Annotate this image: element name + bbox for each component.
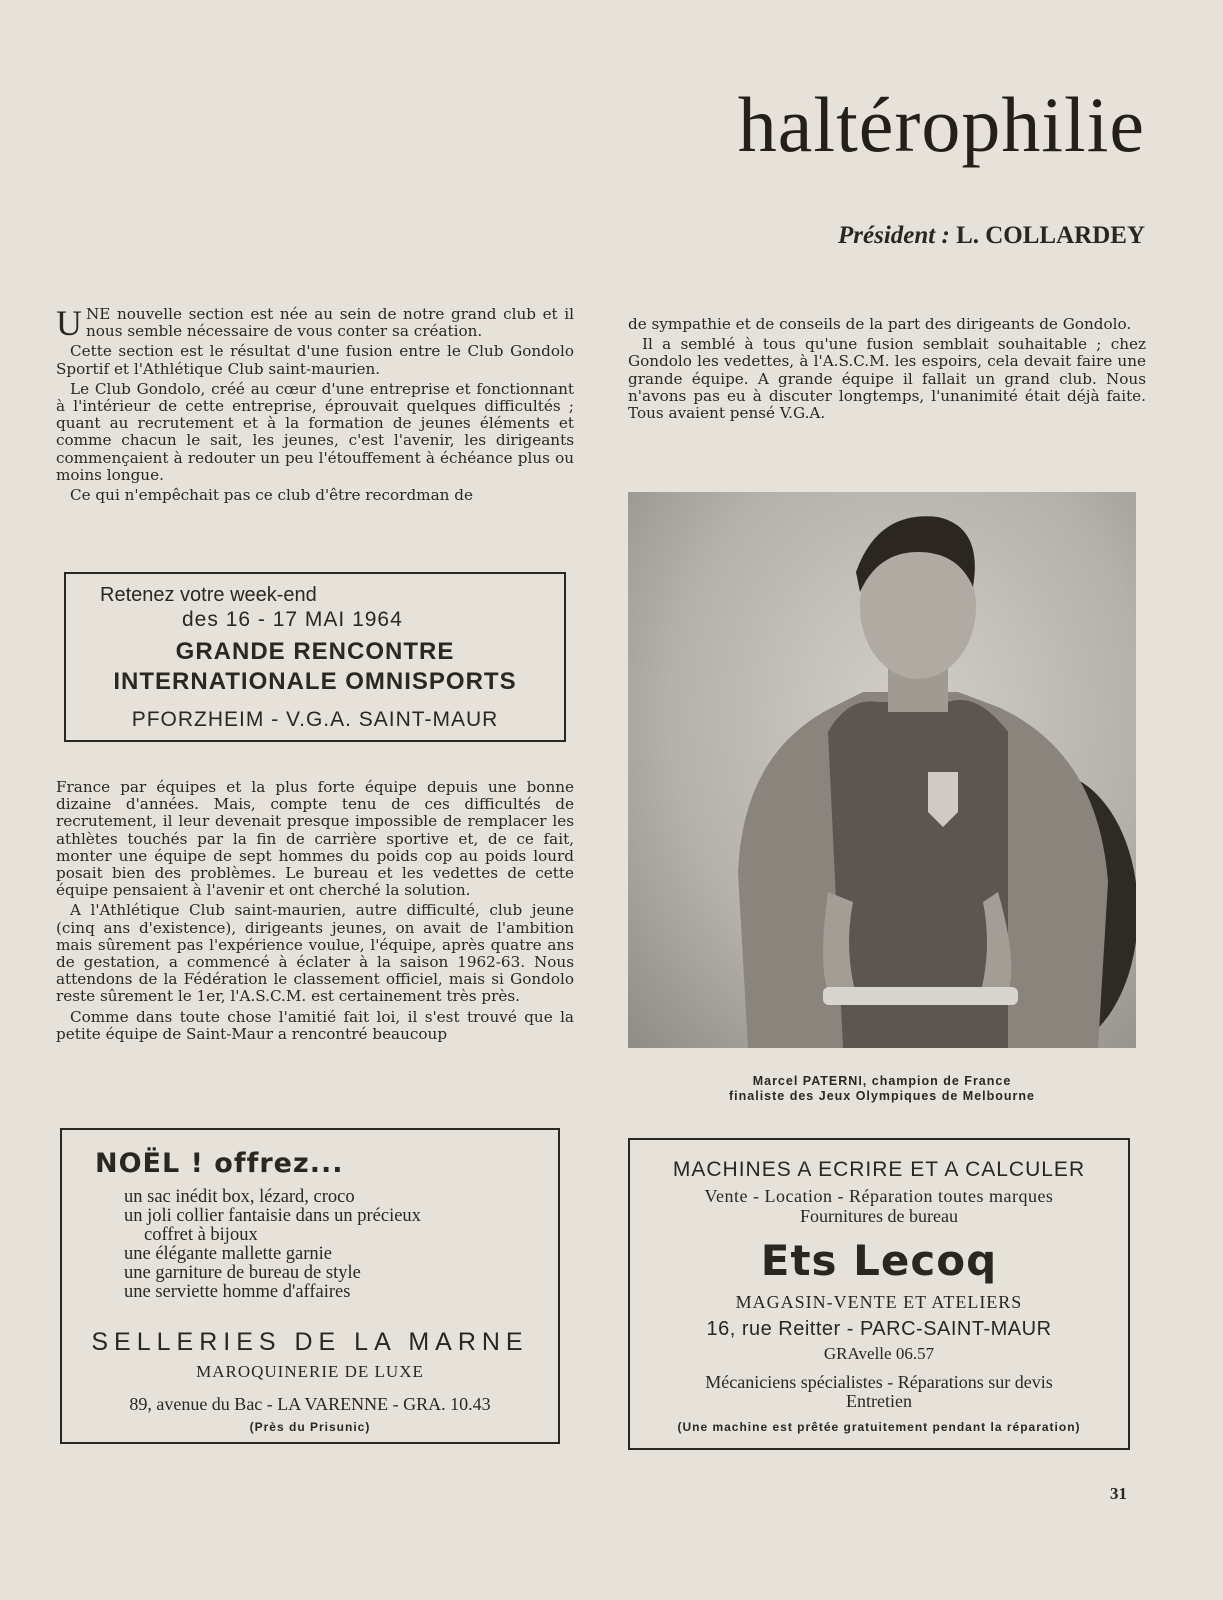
- event-promo-box: [64, 572, 566, 742]
- promo-date: des 16 - 17 MAI 1964: [182, 608, 403, 631]
- page-number: 31: [1110, 1484, 1127, 1503]
- ad-lecoq: [628, 1138, 1130, 1450]
- president-line: [640, 222, 1145, 250]
- caption-line: finaliste des Jeux Olympiques de Melbourne: [729, 1089, 1035, 1103]
- ad-brand: Ets Lecoq: [760, 1236, 998, 1285]
- list-item: une garniture de bureau de style: [124, 1263, 361, 1283]
- ad-address: 89, avenue du Bac - LA VARENNE - GRA. 10.43: [129, 1394, 491, 1414]
- photo-caption: [628, 1074, 1136, 1104]
- article-paragraph: Ce qui n'empêchait pas ce club d'être recordman de: [70, 486, 473, 505]
- list-item: coffret à bijoux: [144, 1225, 258, 1245]
- ad-headline: NOËL ! offrez...: [95, 1148, 344, 1179]
- article-column-1: [56, 303, 574, 507]
- ad-line: MAGASIN-VENTE ET ATELIERS: [735, 1292, 1023, 1312]
- ad-gift-list: [124, 1188, 421, 1302]
- promo-headline: GRANDE RENCONTRE: [175, 638, 455, 665]
- athlete-silhouette-icon: [628, 492, 1136, 1048]
- article-paragraph: Cette section est le résultat d'une fusion entre le Club Gondolo Sportif et l'Athlétique Club saint-maurien.: [56, 342, 574, 378]
- article-paragraph: Comme dans toute chose l'amitié fait loi, il s'est trouvé que la petite équipe de Saint-Maur a rencontré beaucoup: [56, 1007, 574, 1043]
- ad-selleries: [60, 1128, 560, 1444]
- article-paragraph: UNE nouvelle section est née au sein de notre grand club et il nous semble nécessaire de vous conter sa création.: [56, 303, 574, 343]
- article-paragraph: de sympathie et de conseils de la part des dirigeants de Gondolo.: [628, 315, 1132, 333]
- ad-line: Entretien: [846, 1391, 912, 1411]
- ad-address: 16, rue Reitter - PARC-SAINT-MAUR: [706, 1318, 1052, 1340]
- ad-services: Vente - Location - Réparation toutes marques: [704, 1186, 1054, 1206]
- page-title: haltérophilie: [737, 81, 1145, 168]
- ad-line: Mécaniciens spécialistes - Réparations sur devis: [705, 1372, 1053, 1392]
- ad-subtitle: MAROQUINERIE DE LUXE: [196, 1362, 424, 1381]
- article-paragraph: France par équipes et la plus forte équipe depuis une bonne dizaine d'années. Mais, compte tenu de ces difficultés de recrutement, il leur devenait presque impossible de remplacer les athlètes touchés par la fin de carrière sportive et, de ce fait, monter une équipe de sept hommes du poids cop au poids lourd posait bien des problèmes. Le bureau et les vedettes de cette équipe pensaient à l'avenir et ont cherché la solution.: [56, 778, 574, 900]
- promo-line: Retenez votre week-end: [100, 584, 317, 606]
- president-name: L. COLLARDEY: [956, 222, 1145, 249]
- dropcap: U: [56, 303, 82, 343]
- ad-services: Fournitures de bureau: [800, 1206, 958, 1226]
- article-column-1-continued: [56, 779, 574, 1046]
- president-label: Président :: [838, 222, 950, 249]
- list-item: un sac inédit box, lézard, croco: [124, 1187, 355, 1207]
- promo-teams: PFORZHEIM - V.G.A. SAINT-MAUR: [131, 708, 499, 731]
- ad-headline: MACHINES A ECRIRE ET A CALCULER: [672, 1158, 1086, 1181]
- ad-note: (Une machine est prêtée gratuitement pendant la réparation): [677, 1420, 1081, 1434]
- list-item: un joli collier fantaisie dans un précieux: [124, 1206, 421, 1226]
- athlete-photo: [628, 492, 1136, 1048]
- ad-note: (Près du Prisunic): [249, 1420, 371, 1434]
- list-item: une serviette homme d'affaires: [124, 1282, 351, 1302]
- ad-phone: GRAvelle 06.57: [823, 1344, 935, 1363]
- caption-line: Marcel PATERNI, champion de France: [752, 1074, 1012, 1088]
- article-paragraph: Le Club Gondolo, créé au cœur d'une entreprise et fonctionnant à l'intérieur de cette entreprise, éprouvait quelques difficultés ; quant au recrutement et à la formation de jeunes éléments et comme chacun le sait, les jeunes, c'est l'avenir, les dirigeants commençaient à redouter un peu l'étouffement à échéance plus ou moins longue.: [56, 379, 574, 484]
- list-item: une élégante mallette garnie: [124, 1244, 333, 1264]
- article-paragraph: Il a semblé à tous qu'une fusion semblait souhaitable ; chez Gondolo les vedettes, à l'A.S.C.M. les espoirs, cela devait faire une grande équipe. A grande équipe il fallait un grand club. Nous n'avons pas eu à discuter longtemps, l'unanimité était déjà faite. Tous avaient pensé V.G.A.: [628, 335, 1146, 423]
- article-column-2: [628, 316, 1146, 425]
- article-paragraph: A l'Athlétique Club saint-maurien, autre difficulté, club jeune (cinq ans d'existence), dirigeants jeunes, on avait de l'ambition mais sûrement pas l'expérience voulue, l'équipe, après quatre ans de gestation, a commencé à éclater à la saison 1962-63. Nous attendons de la Fédération le classement officiel, mais si Gondolo reste sûrement le 1er, l'A.S.C.M. est certainement très près.: [56, 901, 574, 1006]
- ad-shop-name: SELLERIES DE LA MARNE: [91, 1328, 529, 1356]
- promo-headline: INTERNATIONALE OMNISPORTS: [113, 668, 517, 695]
